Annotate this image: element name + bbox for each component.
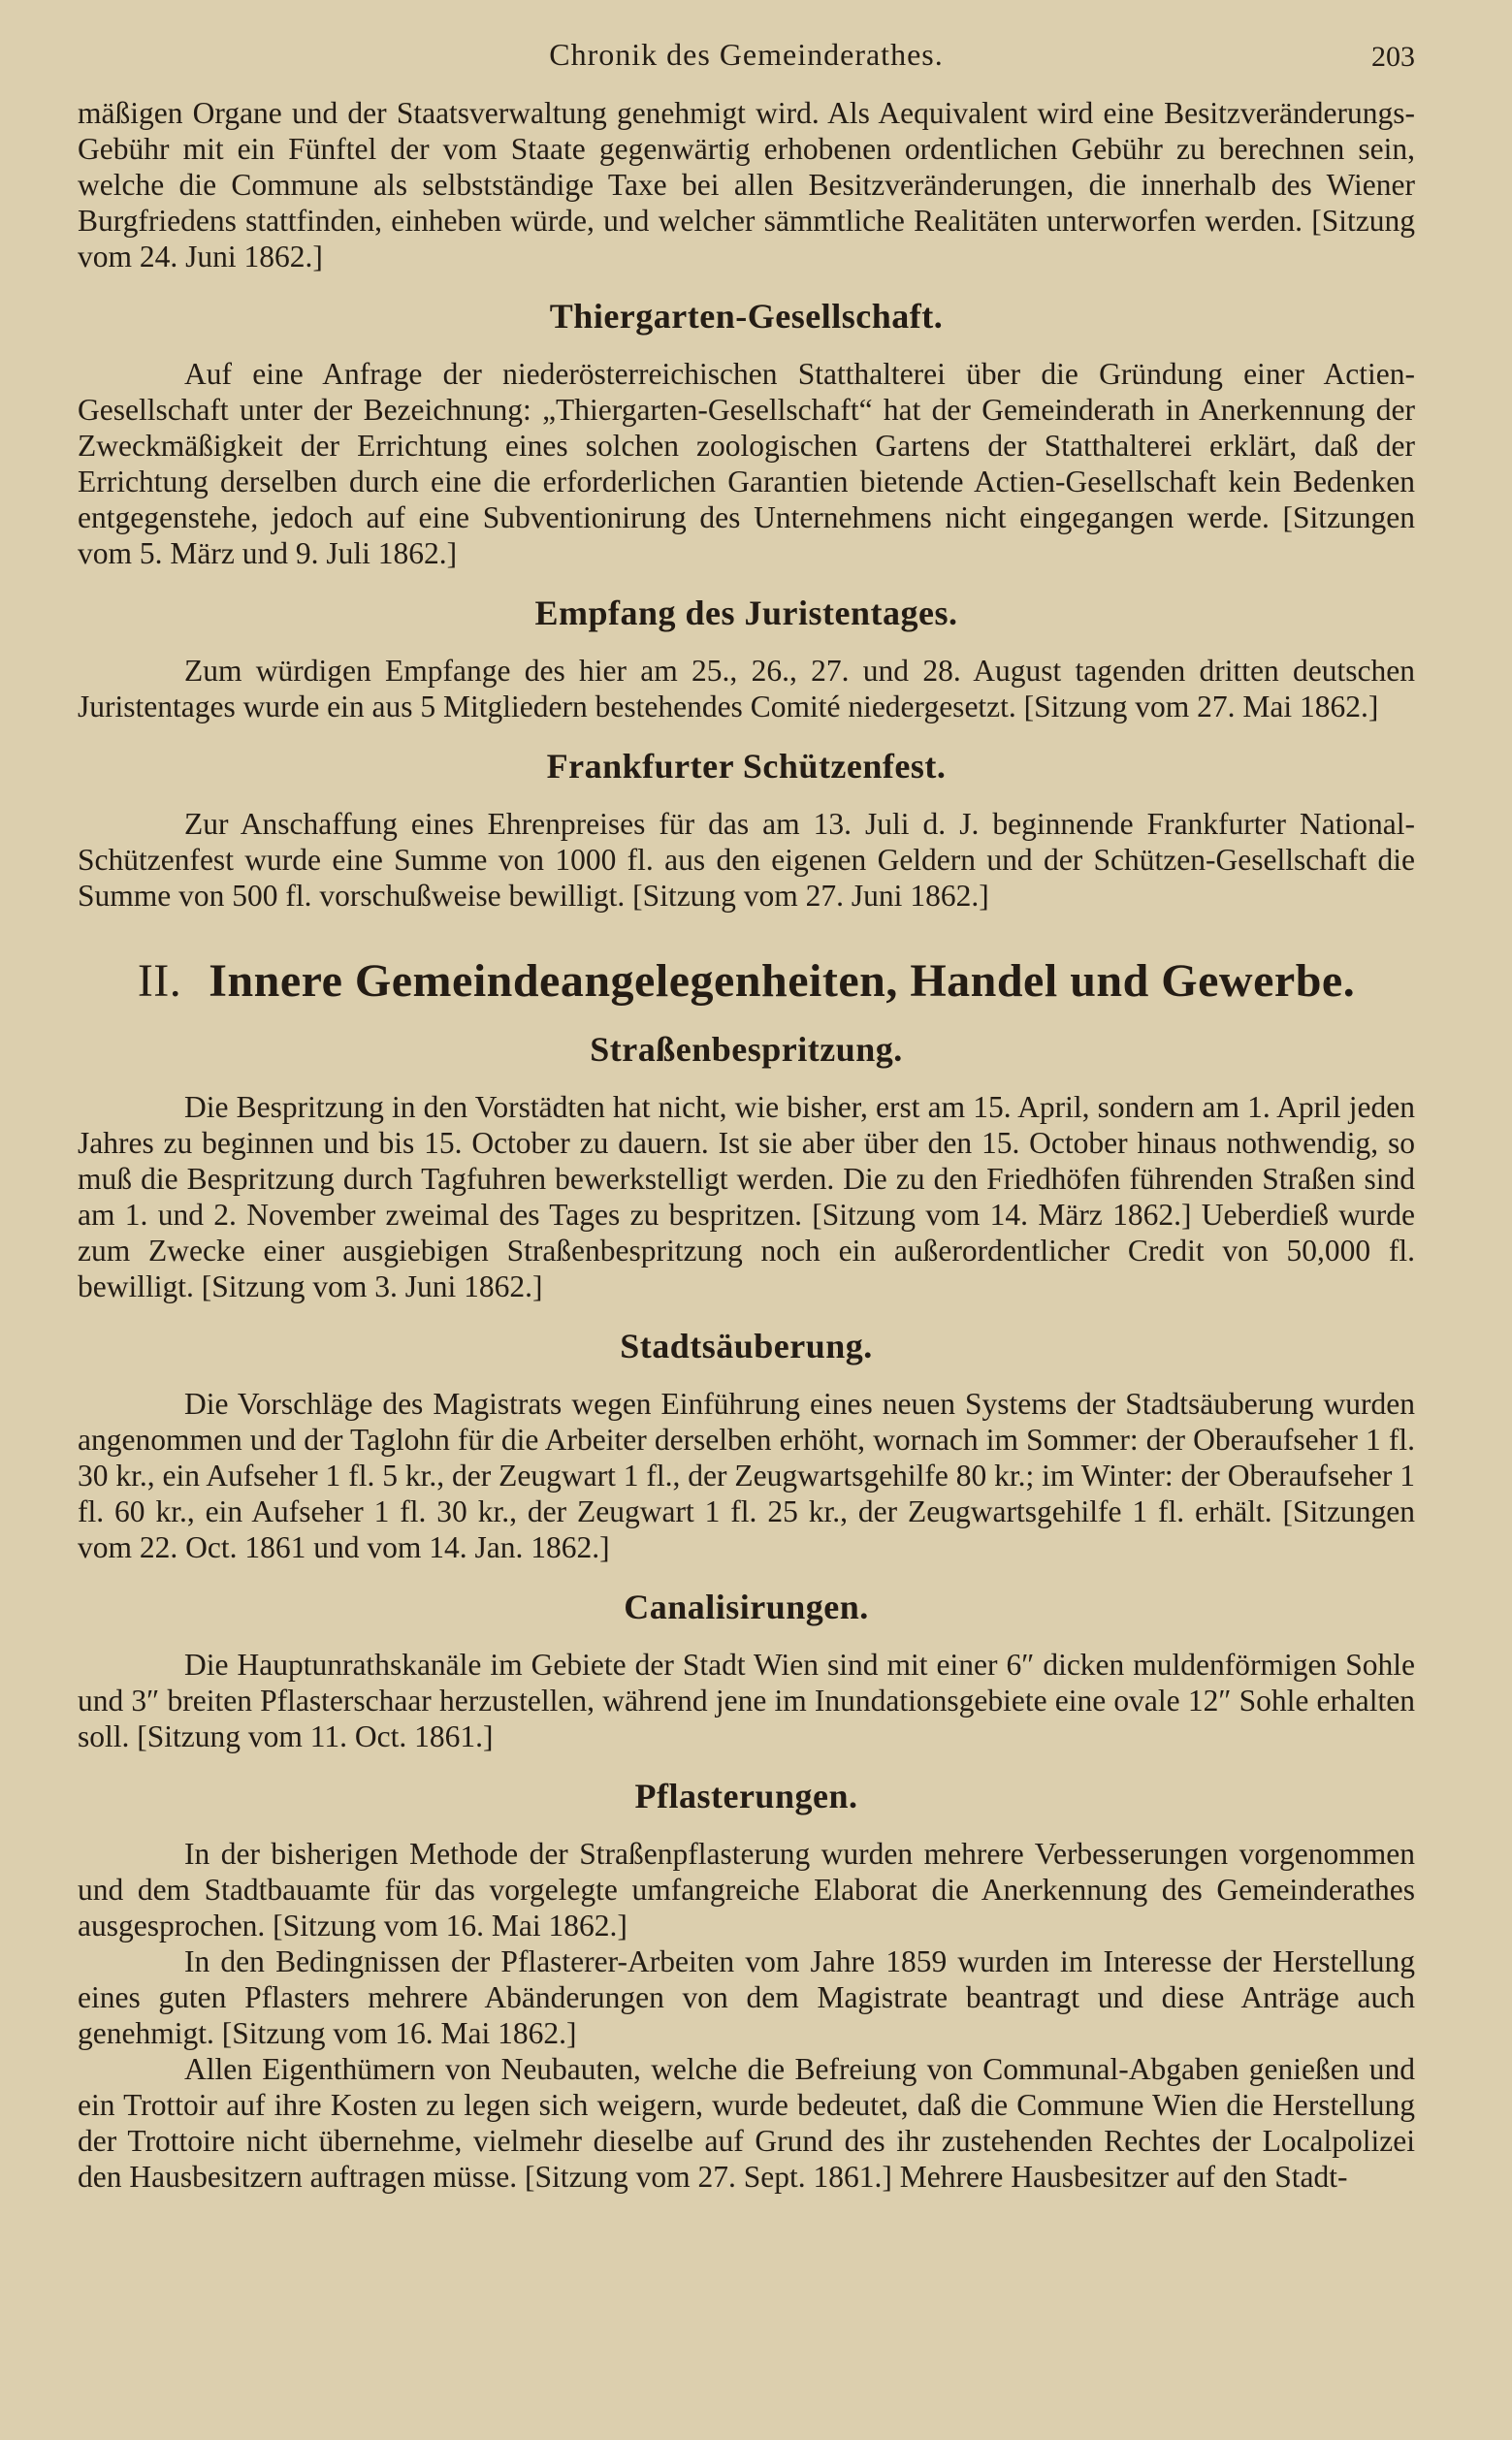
heading-canalisirungen: Canalisirungen.	[624, 1588, 869, 1626]
paragraph-stadtsaeuberung: Die Vorschläge des Magistrats wegen Einführung eines neuen Systems der Stadtsäuberung wurden angenommen und der Taglohn für die Arbeiter derselben erhöht, wornach im Sommer: der Oberaufseher 1 fl. 30 kr., ein Aufseher 1 fl. 5 kr., der Zeugwart 1 fl., der Zeugwartsgehilfe 80 kr.; im Winter: der Oberaufseher 1 fl. 60 kr., ein Aufseher 1 fl. 30 kr., der Zeugwart 1 fl. 25 kr., der Zeugwartsgehilfe 1 fl. erhält. [Sitzungen vom 22. Oct. 1861 und vom 14. Jan. 1862.]	[78, 1387, 1415, 1564]
paragraph-strassenbespritzung: Die Bespritzung in den Vorstädten hat nicht, wie bisher, erst am 15. April, sondern am 1. April jeden Jahres zu beginnen und bis 15. October zu dauern. Ist sie aber über den 15. October hinaus nothwendig, so muß die Bespritzung durch Tagfuhren bewerkstelligt werden. Die zu den Friedhöfen führenden Straßen sind am 1. und 2. November zweimal des Tages zu bespritzen. [Sitzung vom 14. März 1862.] Ueberdieß wurde zum Zwecke einer ausgiebigen Straßenbespritzung noch ein außerordentlicher Credit von 50,000 fl. bewilligt. [Sitzung vom 3. Juni 1862.]	[78, 1090, 1415, 1303]
section-title	[78, 954, 1415, 1008]
paragraph-juristentag: Zum würdigen Empfange des hier am 25., 26., 27. und 28. August tagenden dritten deutschen Juristentages wurde ein aus 5 Mitgliedern bestehendes Comité niedergesetzt. [Sitzung vom 27. Mai 1862.]	[78, 654, 1415, 723]
page-header	[78, 37, 1415, 95]
paragraph-staatsverwaltung: mäßigen Organe und der Staatsverwaltung genehmigt wird. Als Aequivalent wird eine Besitzveränderungs-Gebühr mit ein Fünftel der vom Staate gegenwärtig erhobenen ordentlichen Gebühr zu berechnen sein, welche die Commune als selbstständige Taxe bei allen Besitzveränderungen, die innerhalb des Wiener Burgfriedens stattfinden, einheben würde, und welcher sämmtliche Realitäten unterworfen werden. [Sitzung vom 24. Juni 1862.]	[78, 96, 1415, 273]
paragraph-schuetzenfest: Zur Anschaffung eines Ehrenpreises für das am 13. Juli d. J. beginnende Frankfurter National-Schützenfest wurde eine Summe von 1000 fl. aus den eigenen Geldern und der Schützen-Gesellschaft die Summe von 500 fl. vorschußweise bewilligt. [Sitzung vom 27. Juni 1862.]	[78, 807, 1415, 913]
paragraph-thiergarten: Auf eine Anfrage der niederösterreichischen Statthalterei über die Gründung einer Actien-Gesellschaft unter der Bezeichnung: „Thiergarten-Gesellschaft“ hat der Gemeinderath in Anerkennung der Zweckmäßigkeit der Errichtung eines solchen zoologischen Gartens der Statthalterei erklärt, daß der Errichtung derselben durch eine die erforderlichen Garantien bietende Actien-Gesellschaft kein Bedenken entgegenstehe, jedoch auf eine Subventionirung des Unternehmens nicht eingegangen werde. [Sitzungen vom 5. März und 9. Juli 1862.]	[78, 357, 1415, 570]
paragraph-pflasterungen-bedingnisse: In den Bedingnissen der Pflasterer-Arbeiten vom Jahre 1859 wurden im Interesse der Herstellung eines guten Pflasters mehrere Abänderungen von dem Magistrate beantragt und diese Anträge auch genehmigt. [Sitzung vom 16. Mai 1862.]	[78, 1944, 1415, 2050]
paragraph-pflasterungen-trottoir: Allen Eigenthümern von Neubauten, welche die Befreiung von Communal-Abgaben genießen und ein Trottoir auf ihre Kosten zu legen sich weigern, wurde bedeutet, daß die Commune Wien die Herstellung der Trottoire nicht übernehme, vielmehr dieselbe auf Grund des ihr zustehenden Rechtes der Localpolizei den Hausbesitzern auftragen müsse. [Sitzung vom 27. Sept. 1861.] Mehrere Hausbesitzer auf den Stadt-	[78, 2052, 1415, 2194]
running-title: Chronik des Gemeinderathes.	[549, 37, 944, 72]
heading-pflasterungen: Pflasterungen.	[634, 1777, 858, 1815]
paragraph-canalisirungen: Die Hauptunrathskanäle im Gebiete der Stadt Wien sind mit einer 6″ dicken muldenförmigen Sohle und 3″ breiten Pflasterschaar herzustellen, während jene im Inundationsgebiete eine ovale 12″ Sohle erhalten soll. [Sitzung vom 11. Oct. 1861.]	[78, 1648, 1415, 1753]
heading-thiergarten: Thiergarten-Gesellschaft.	[549, 297, 944, 336]
page-number: 203	[1371, 41, 1415, 73]
heading-stadtsaeuberung: Stadtsäuberung.	[620, 1327, 873, 1365]
heading-juristentag: Empfang des Juristentages.	[534, 594, 958, 632]
heading-schuetzenfest: Frankfurter Schützenfest.	[546, 747, 947, 786]
heading-strassenbespritzung: Straßenbespritzung.	[590, 1030, 903, 1069]
section-numeral: II.	[137, 955, 182, 1007]
page-body	[78, 95, 1415, 2195]
section-title-text: Innere Gemeindeangelegenheiten, Handel und Gewerbe.	[209, 955, 1356, 1007]
paragraph-pflasterungen-methode: In der bisherigen Methode der Straßenpflasterung wurden mehrere Verbesserungen vorgenommen und dem Stadtbauamte für das vorgelegte umfangreiche Elaborat die Anerkennung des Gemeinderathes ausgesprochen. [Sitzung vom 16. Mai 1862.]	[78, 1837, 1415, 1942]
